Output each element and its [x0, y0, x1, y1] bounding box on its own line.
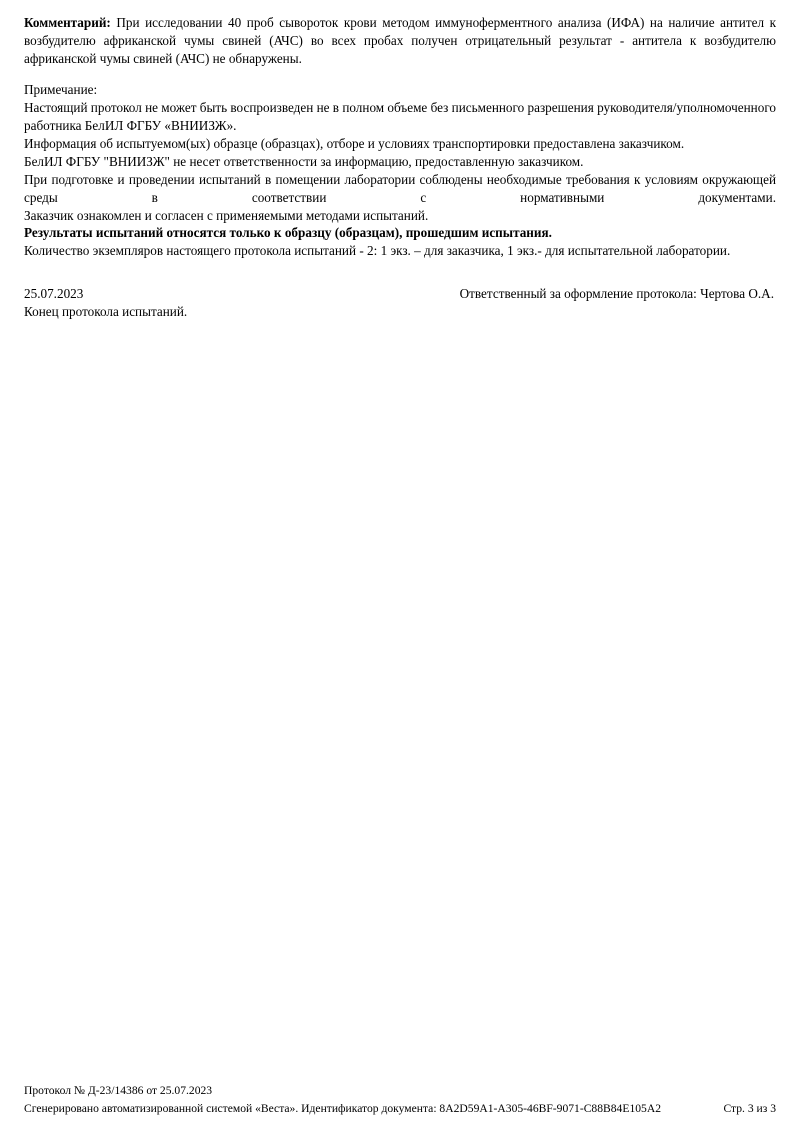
signature-row: [24, 286, 776, 302]
page-footer: [24, 1083, 776, 1118]
note-line-2: Информация об испытуемом(ых) образце (образцах), отборе и условиях транспортировки предоставлена заказчиком.: [24, 135, 685, 151]
note-line-1: Настоящий протокол не может быть воспроизведен не в полном объеме без письменного разрешения руководителя/уполномоченного работника БелИЛ ФГБУ «ВНИИЗЖ».: [24, 99, 776, 133]
footer-bottom-row: [24, 1101, 776, 1118]
note-title: Примечание:: [24, 81, 98, 97]
document-body: [24, 14, 776, 320]
note-line-3: БелИЛ ФГБУ "ВНИИЗЖ" не несет ответственности за информацию, предоставленную заказчиком.: [24, 153, 584, 169]
note-line-4: При подготовке и проведении испытаний в помещении лаборатории соблюдены необходимые требования к условиям окружающей среды в соответствии с нормативными документами.: [24, 171, 776, 205]
footer-page-number: Стр. 3 из 3: [723, 1102, 776, 1116]
comment-paragraph: [24, 14, 776, 68]
footer-protocol-line: Протокол № Д-23/14386 от 25.07.2023: [24, 1084, 213, 1098]
note-line-5: Заказчик ознакомлен и согласен с применяемыми методами испытаний.: [24, 207, 429, 223]
note-bold-line: Результаты испытаний относятся только к образцу (образцам), прошедшим испытания.: [24, 225, 552, 241]
signature-responsible: Ответственный за оформление протокола: Чертова О.А.: [459, 286, 774, 302]
end-of-protocol: Конец протокола испытаний.: [24, 304, 188, 320]
note-copies-line: Количество экземпляров настоящего протокола испытаний - 2: 1 экз. – для заказчика, 1 экз.- для испытательной лаборатории.: [24, 243, 731, 259]
comment-text: При исследовании 40 проб сывороток крови методом иммуноферментного анализа (ИФА) на наличие антител к возбудителю африканской чумы свиней (АЧС) во всех пробах получен отрицательный результат - антитела к возбудителю африканской чумы свиней (АЧС) не обнаружены.: [24, 15, 776, 66]
signature-date: 25.07.2023: [24, 286, 84, 302]
footer-generated-line: Сгенерировано автоматизированной системой «Веста». Идентификатор документа: 8A2D59A1-A305-46BF-9071-C88B84E105A2: [24, 1102, 661, 1116]
comment-label: Комментарий:: [24, 15, 111, 30]
